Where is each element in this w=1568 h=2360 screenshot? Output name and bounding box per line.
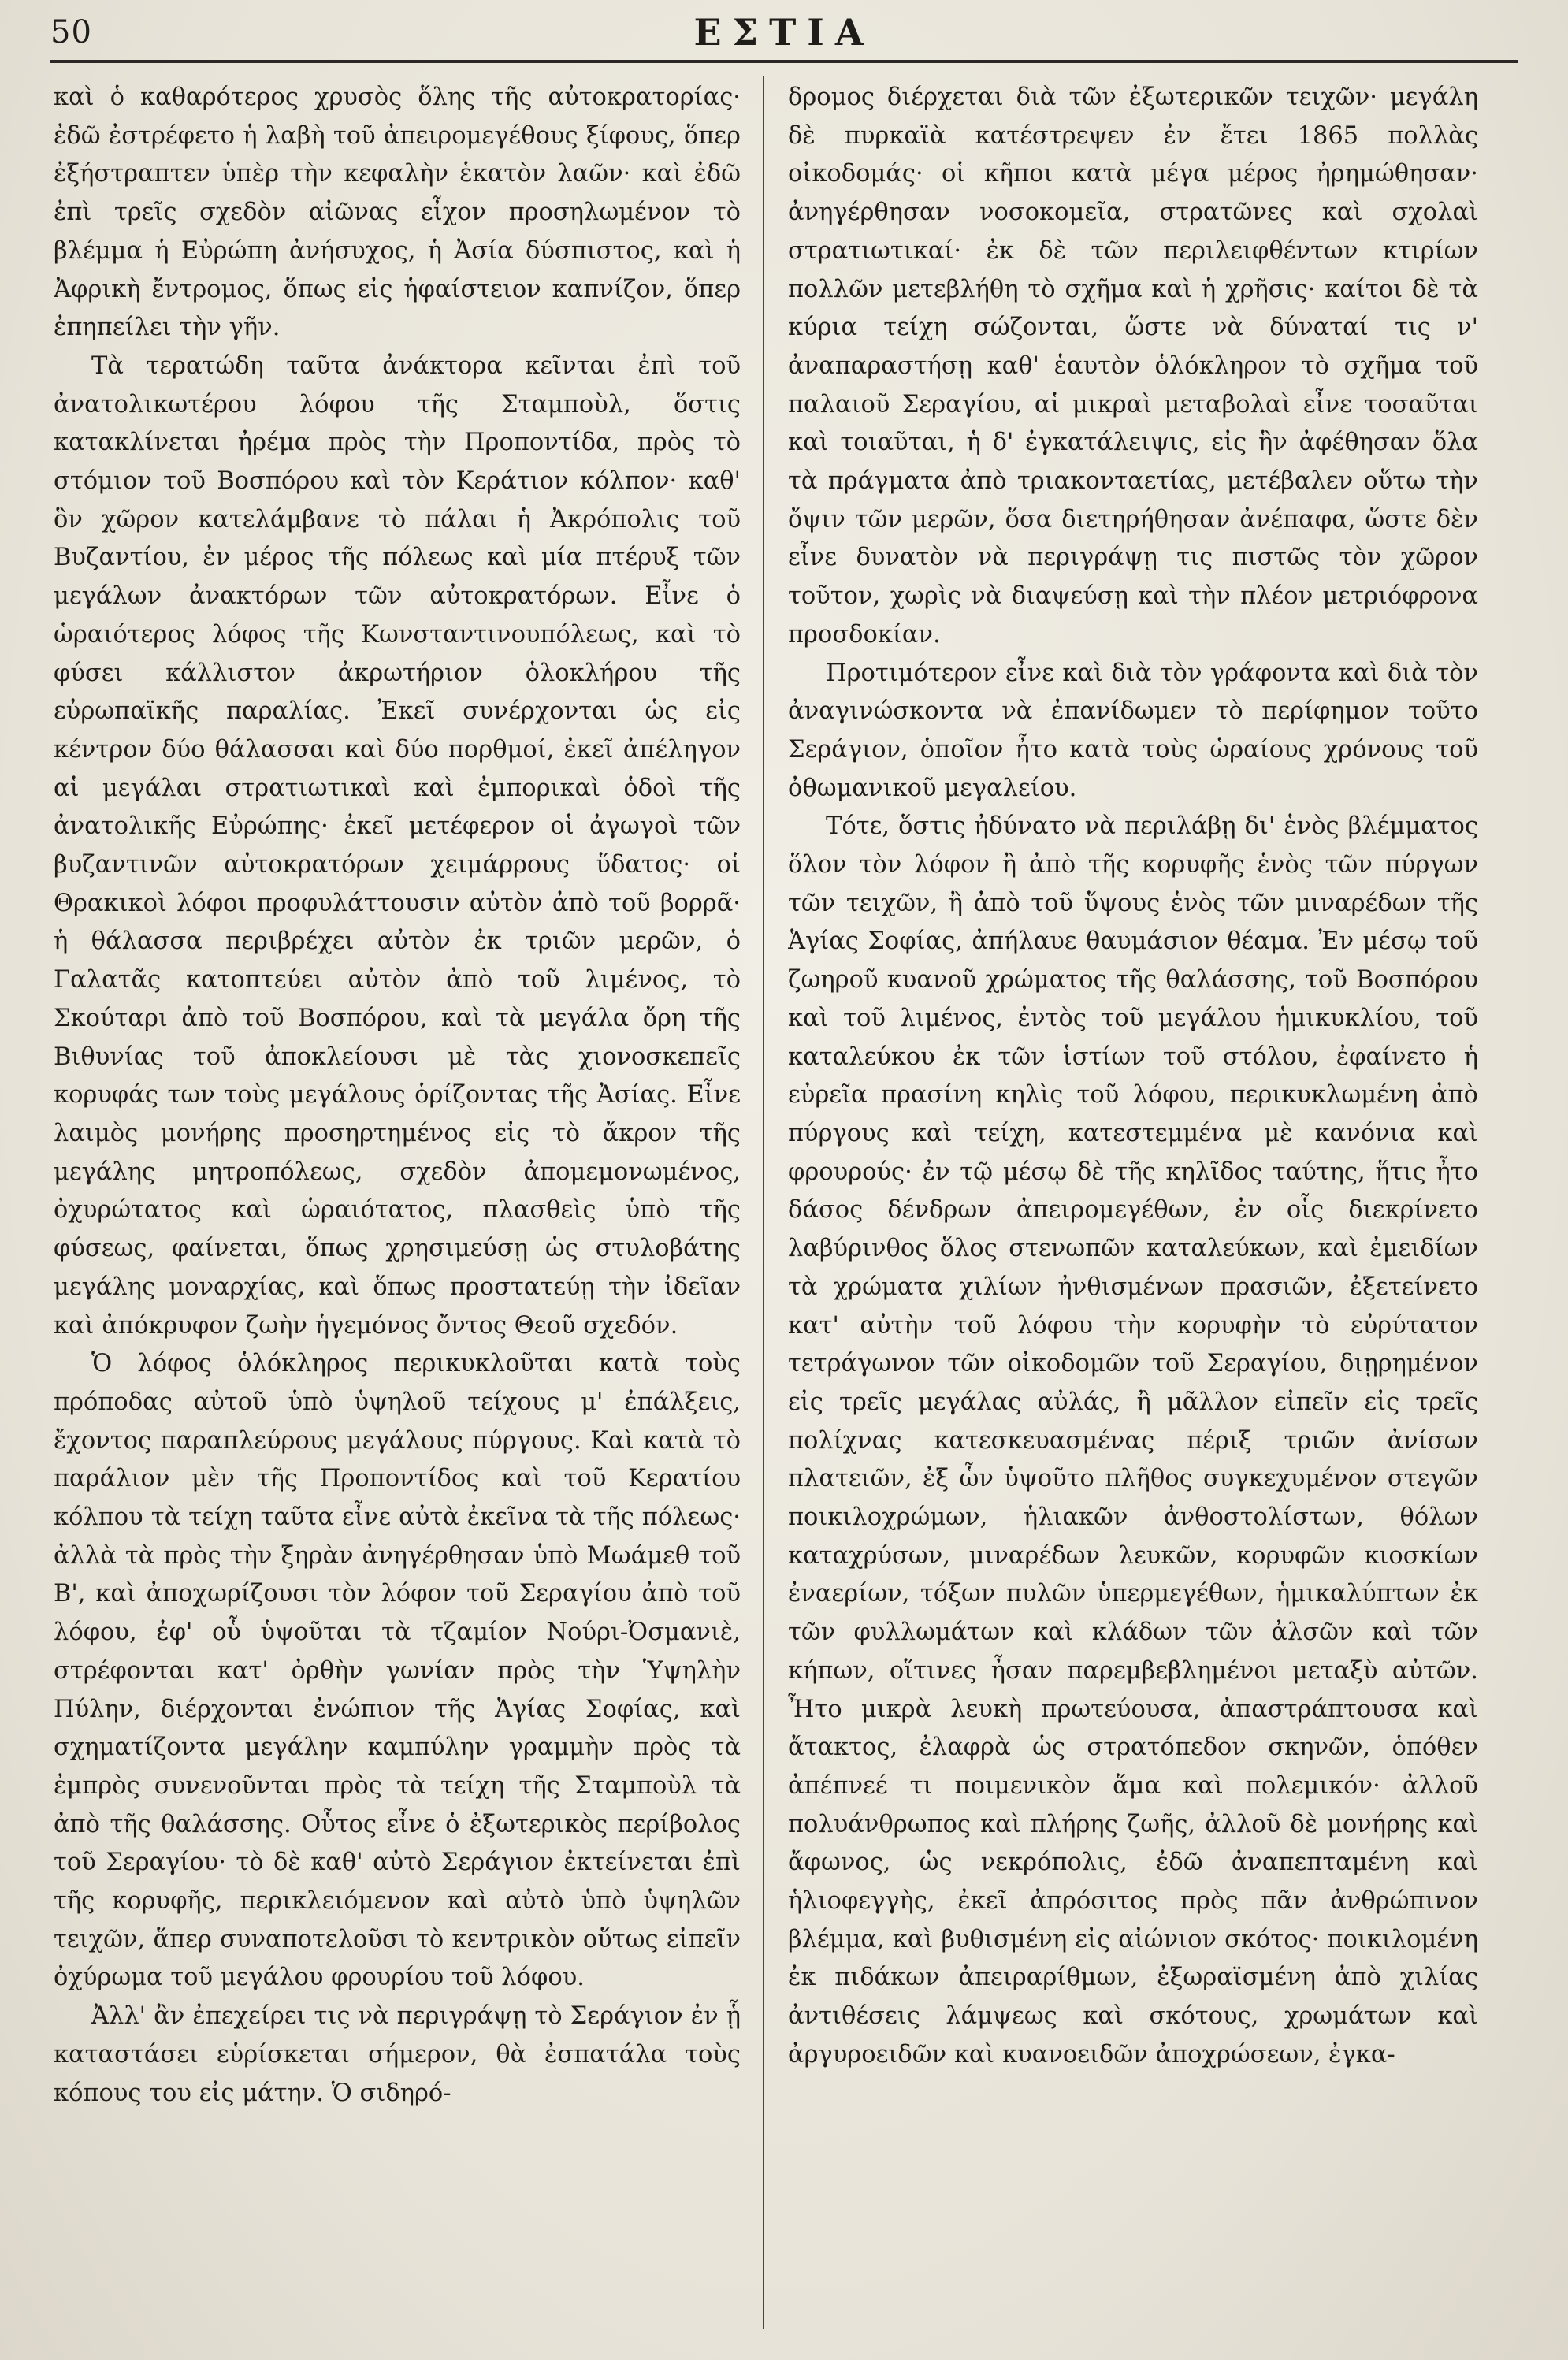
paragraph: Τὰ τερατώδη ταῦτα ἀνάκτορα κεῖνται ἐπὶ τοῦ ἀνατολικωτέρου λόφου τῆς Σταμποὺλ, ὅστις κατακλίνεται ἠρέμα πρὸς τὴν Προποντίδα, πρὸς τὸ στόμιον τοῦ Βοσπόρου καὶ τὸν Κεράτιον κόλπον· καθ' ὃν χῶρον κατελάμβανε τὸ πάλαι ἡ Ἀκρόπολις τοῦ Βυζαντίου, ἐν μέρος τῆς πόλεως καὶ μία πτέρυξ τῶν μεγάλων ἀνακτόρων τῶν αὐτοκρατόρων. Εἶνε ὁ ὡραιότερος λόφος τῆς Κωνσταντινουπόλεως, καὶ τὸ φύσει κάλλιστον ἀκρωτήριον ὁλοκλήρου τῆς εὐρωπαϊκῆς παραλίας. Ἐκεῖ συνέρχονται ὡς εἰς κέντρον δύο θάλασσαι καὶ δύο πορθμοί, ἐκεῖ ἀπέληγον αἱ μεγάλαι στρατιωτικαὶ καὶ ἐμπορικαὶ ὁδοὶ τῆς ἀνατολικῆς Εὐρώπης· ἐκεῖ μετέφερον οἱ ἀγωγοὶ τῶν βυζαντινῶν αὐτοκρατόρων χειμάρρους ὕδατος· οἱ Θρακικοὶ λόφοι προφυλάττουσιν αὐτὸν ἀπὸ τοῦ βορρᾶ· ἡ θάλασσα περιβρέχει αὐτὸν ἐκ τριῶν μερῶν, ὁ Γαλατᾶς κατοπτεύει αὐτὸν ἀπὸ τοῦ λιμένος, τὸ Σκούταρι ἀπὸ τοῦ Βοσπόρου, καὶ τὰ μεγάλα ὄρη τῆς Βιθυνίας τοῦ ἀποκλείουσι μὲ τὰς χιονοσκεπεῖς κορυφάς των τοὺς μεγάλους ὁρίζοντας τῆς Ἀσίας. Εἶνε λαιμὸς μονήρης προσηρτημένος εἰς τὸ ἄκρον τῆς μεγάλης μητροπόλεως, σχεδὸν ἀπομεμονωμένος, ὀχυρώτατος καὶ ὡραιότατος, πλασθεὶς ὑπὸ τῆς φύσεως, φαίνεται, ὅπως χρησιμεύσῃ ὡς στυλοβάτης μεγάλης μοναρχίας, καὶ ὅπως προστατεύῃ τὴν ἰδεῖαν καὶ ἀπόκρυφον ζωὴν ἡγεμόνος ὄντος Θεοῦ σχεδόν. [54, 351, 741, 1340]
paragraph: δρομος διέρχεται διὰ τῶν ἐξωτερικῶν τειχῶν· μεγάλη δὲ πυρκαϊὰ κατέστρεψεν ἐν ἔτει 1865 πολλὰς οἰκοδομάς· οἱ κῆποι κατὰ μέγα μέρος ἠρημώθησαν· ἀνηγέρθησαν νοσοκομεῖα, στρατῶνες καὶ σχολαὶ στρατιωτικαί· ἐκ δὲ τῶν περιλειφθέντων κτιρίων πολλῶν μετεβλήθη τὸ σχῆμα καὶ ἡ χρῆσις· καίτοι δὲ τὰ κύρια τείχη σώζονται, ὥστε νὰ δύναταί τις ν' ἀναπαραστήσῃ καθ' ἑαυτὸν ὁλόκληρον τὸ σχῆμα τοῦ παλαιοῦ Σεραγίου, αἱ μικραὶ μεταβολαὶ εἶνε τοσαῦται καὶ τοιαῦται, ἡ δ' ἐγκατάλειψις, εἰς ἣν ἀφέθησαν ὅλα τὰ πράγματα ἀπὸ τριακονταετίας, μετέβαλεν οὕτω τὴν ὄψιν τῶν μερῶν, ὅσα διετηρήθησαν ἀνέπαφα, ὥστε δὲν εἶνε δυνατὸν νὰ περιγράψῃ τις πιστῶς τὸν χῶρον τοῦτον, χωρὶς νὰ διαψεύσῃ καὶ τὴν πλέον μετριόφρονα προσδοκίαν. [788, 84, 1478, 649]
page-number: 50 [50, 14, 92, 50]
paragraph: Ἀλλ' ἂν ἐπεχείρει τις νὰ περιγράψῃ τὸ Σεράγιον ἐν ᾗ καταστάσει εὑρίσκεται σήμερον, θὰ ἐσπατάλα τοὺς κόπους του εἰς μάτην. Ὁ σιδηρό- [54, 2002, 741, 2107]
paragraph: Ὁ λόφος ὁλόκληρος περικυκλοῦται κατὰ τοὺς πρόποδας αὐτοῦ ὑπὸ ὑψηλοῦ τείχους μ' ἐπάλξεις, ἔχοντος παραπλεύρους μεγάλους πύργους. Καὶ κατὰ τὸ παράλιον μὲν τῆς Προποντίδος καὶ τοῦ Κερατίου κόλπου τὰ τείχη ταῦτα εἶνε αὐτὰ ἐκεῖνα τὰ τῆς πόλεως· ἀλλὰ τὰ πρὸς τὴν ξηρὰν ἀνηγέρθησαν ὑπὸ Μωάμεθ τοῦ Β', καὶ ἀποχωρίζουσι τὸν λόφον τοῦ Σεραγίου ἀπὸ τοῦ λόφου, ἐφ' οὗ ὑψοῦται τὰ τζαμίον Νούρι-Ὀσμανιὲ, στρέφονται κατ' ὀρθὴν γωνίαν πρὸς τὴν Ὑψηλὴν Πύλην, διέρχονται ἐνώπιον τῆς Ἁγίας Σοφίας, καὶ σχηματίζοντα μεγάλην καμπύλην γραμμὴν πρὸς τὰ ἐμπρὸς συνενοῦνται πρὸς τὰ τείχη τῆς Σταμποὺλ τὰ ἀπὸ τῆς θαλάσσης. Οὗτος εἶνε ὁ ἐξωτερικὸς περίβολος τοῦ Σεραγίου· τὸ δὲ καθ' αὐτὸ Σεράγιον ἐκτείνεται ἐπὶ τῆς κορυφῆς, περικλειόμενον καὶ αὐτὸ ὑπὸ ὑψηλῶν τειχῶν, ἅπερ συναποτελοῦσι τὸ κεντρικὸν οὕτως εἰπεῖν ὀχύρωμα τοῦ μεγάλου φρουρίου τοῦ λόφου. [54, 1350, 741, 1992]
right-column [788, 79, 1478, 2332]
header-rule [50, 60, 1518, 63]
running-head [50, 8, 1518, 55]
journal-title: ΕΣΤΙΑ [693, 11, 875, 54]
paragraph: καὶ ὁ καθαρότερος χρυσὸς ὅλης τῆς αὐτοκρατορίας· ἐδῶ ἐστρέφετο ἡ λαβὴ τοῦ ἀπειρομεγέθους ξίφους, ὅπερ ἐξήστραπτεν ὑπὲρ τὴν κεφαλὴν ἑκατὸν λαῶν· καὶ ἐδῶ ἐπὶ τρεῖς σχεδὸν αἰῶνας εἶχον προσηλωμένον τὸ βλέμμα ἡ Εὐρώπη ἀνήσυχος, ἡ Ἀσία δύσπιστος, καὶ ἡ Ἀφρικὴ ἔντρομος, ὅπως εἰς ἡφαίστειον καπνίζον, ὅπερ ἐπηπείλει τὴν γῆν. [54, 84, 741, 342]
column-divider [763, 76, 764, 2329]
paragraph: Τότε, ὅστις ἠδύνατο νὰ περιλάβῃ δι' ἑνὸς βλέμματος ὅλον τὸν λόφον ἢ ἀπὸ τῆς κορυφῆς ἑνὸς τῶν πύργων τῶν τειχῶν, ἢ ἀπὸ τοῦ ὕψους ἑνὸς τῶν μιναρέδων τῆς Ἁγίας Σοφίας, ἀπήλαυε θαυμάσιον θέαμα. Ἐν μέσῳ τοῦ ζωηροῦ κυανοῦ χρώματος τῆς θαλάσσης, τοῦ Βοσπόρου καὶ τοῦ λιμένος, ἐντὸς τοῦ μεγάλου ἡμικυκλίου, τοῦ καταλεύκου ἐκ τῶν ἱστίων τοῦ στόλου, ἐφαίνετο ἡ εὐρεῖα πρασίνη κηλὶς τοῦ λόφου, περικυκλωμένη ἀπὸ πύργους καὶ τείχη, κατεστεμμένα μὲ κανόνια καὶ φρουρούς· ἐν τῷ μέσῳ δὲ τῆς κηλῖδος ταύτης, ἥτις ἦτο δάσος δένδρων ἀπειρομεγέθων, ἐν οἷς διεκρίνετο λαβύρινθος ὅλος στενωπῶν καταλεύκων, καὶ ἐμειδίων τὰ χρώματα χιλίων ἠνθισμένων πρασιῶν, ἐξετείνετο κατ' αὐτὴν τοῦ λόφου τὴν κορυφὴν τὸ εὐρύτατον τετράγωνον τῶν οἰκοδομῶν τοῦ Σεραγίου, διῃρημένον εἰς τρεῖς μεγάλας αὐλάς, ἢ μᾶλλον εἰπεῖν εἰς τρεῖς πολίχνας κατεσκευασμένας πέριξ τριῶν ἀνίσων πλατειῶν, ἐξ ὧν ὑψοῦτο πλῆθος συγκεχυμένον στεγῶν ποικιλοχρώμων, ἡλιακῶν ἀνθοστολίστων, θόλων καταχρύσων, μιναρέδων λευκῶν, κορυφῶν κιοσκίων ἐναερίων, τόξων πυλῶν ὑπερμεγέθων, ἡμικαλύπτων ἐκ τῶν φυλλωμάτων καὶ κλάδων τῶν ἀλσῶν καὶ τῶν κήπων, οἵτινες ἦσαν παρεμβεβλημένοι μεταξὺ αὐτῶν. Ἦτο μικρὰ λευκὴ πρωτεύουσα, ἀπαστράπτουσα καὶ ἄτακτος, ἐλαφρὰ ὡς στρατόπεδον σκηνῶν, ὁπόθεν ἀπέπνεέ τι ποιμενικὸν ἅμα καὶ πολεμικόν· ἀλλοῦ πολυάνθρωπος καὶ πλήρης ζωῆς, ἀλλοῦ δὲ μονήρης καὶ ἄφωνος, ὡς νεκρόπολις, ἐδῶ ἀναπεπταμένη καὶ ἡλιοφεγγὴς, ἐκεῖ ἀπρόσιτος πρὸς πᾶν ἀνθρώπινον βλέμμα, καὶ βυθισμένη εἰς αἰώνιον σκότος· ποικιλομένη ἐκ πιδάκων ἀπειραρίθμων, ἐξωραϊσμένη ἀπὸ χιλίας ἀντιθέσεις λάμψεως καὶ σκότους, χρωμάτων καὶ ἀργυροειδῶν καὶ κυανοειδῶν ἀποχρώσεων, ἐγκα- [788, 812, 1478, 2068]
left-column [54, 79, 741, 2332]
paragraph: Προτιμότερον εἶνε καὶ διὰ τὸν γράφοντα καὶ διὰ τὸν ἀναγινώσκοντα νὰ ἐπανίδωμεν τὸ περίφημον τοῦτο Σεράγιον, ὁποῖον ἦτο κατὰ τοὺς ὡραίους χρόνους τοῦ ὀθωμανικοῦ μεγαλείου. [788, 659, 1478, 802]
